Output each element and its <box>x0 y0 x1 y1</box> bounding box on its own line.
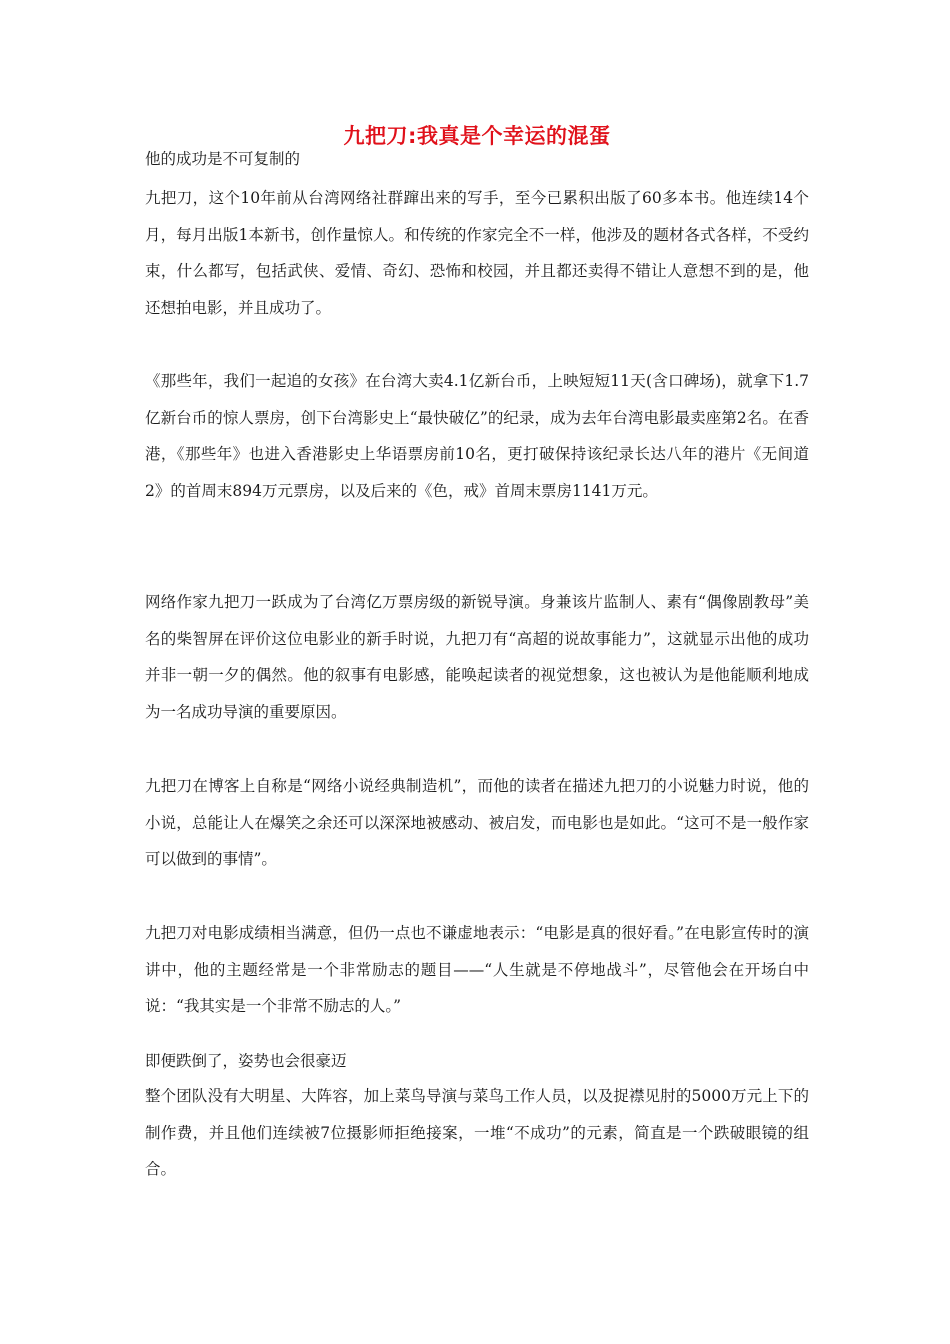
paragraph-intro: 九把刀，这个10年前从台湾网络社群蹿出来的写手，至今已累积出版了60多本书。他连续14个月，每月出版1本新书，创作量惊人。和传统的作家完全不一样，他涉及的题材各式各样，不受约束，什么都写，包括武侠、爱情、奇幻、恐怖和校园，并且都还卖得不错让人意想不到的是，他还想拍电影，并且成功了。 <box>145 189 809 317</box>
paragraph-satisfied: 九把刀对电影成绩相当满意，但仍一点也不谦虚地表示：“电影是真的很好看。”在电影宣传时的演讲中，他的主题经常是一个非常励志的题目——“人生就是不停地战斗”，尽管他会在开场白中说：“我其实是一个非常不励志的人。” <box>145 924 809 1016</box>
paragraph-box-office: 《那些年，我们一起追的女孩》在台湾大卖4.1亿新台币，上映短短11天(含口碑场)，就拿下1.7亿新台币的惊人票房，创下台湾影史上“最快破亿”的纪录，成为去年台湾电影最卖座第2名。在香港，《那些年》也进入香港影史上华语票房前10名，更打破保持该纪录长达八年的港片《无间道2》的首周末894万元票房，以及后来的《色，戒》首周末票房1141万元。 <box>145 372 809 500</box>
subheading-success: 他的成功是不可复制的 <box>145 150 301 168</box>
subheading-fall: 即便跌倒了，姿势也会很豪迈 <box>145 1052 347 1070</box>
paragraph-blog: 九把刀在博客上自称是“网络小说经典制造机”，而他的读者在描述九把刀的小说魅力时说，他的小说，总能让人在爆笑之余还可以深深地被感动、被启发，而电影也是如此。“这可不是一般作家可以做到的事情”。 <box>145 777 809 869</box>
paragraph-team: 整个团队没有大明星、大阵容，加上菜鸟导演与菜鸟工作人员，以及捉襟见肘的5000万元上下的制作费，并且他们连续被7位摄影师拒绝接案，一堆“不成功”的元素，简直是一个跌破眼镜的组合。 <box>145 1087 809 1179</box>
article-title: 九把刀:我真是个幸运的混蛋 <box>343 124 611 148</box>
paragraph-director: 网络作家九把刀一跃成为了台湾亿万票房级的新锐导演。身兼该片监制人、素有“偶像剧教母”美名的柴智屏在评价这位电影业的新手时说，九把刀有“高超的说故事能力”，这就显示出他的成功并非一朝一夕的偶然。他的叙事有电影感，能唤起读者的视觉想象，这也被认为是他能顺利地成为一名成功导演的重要原因。 <box>145 593 809 721</box>
